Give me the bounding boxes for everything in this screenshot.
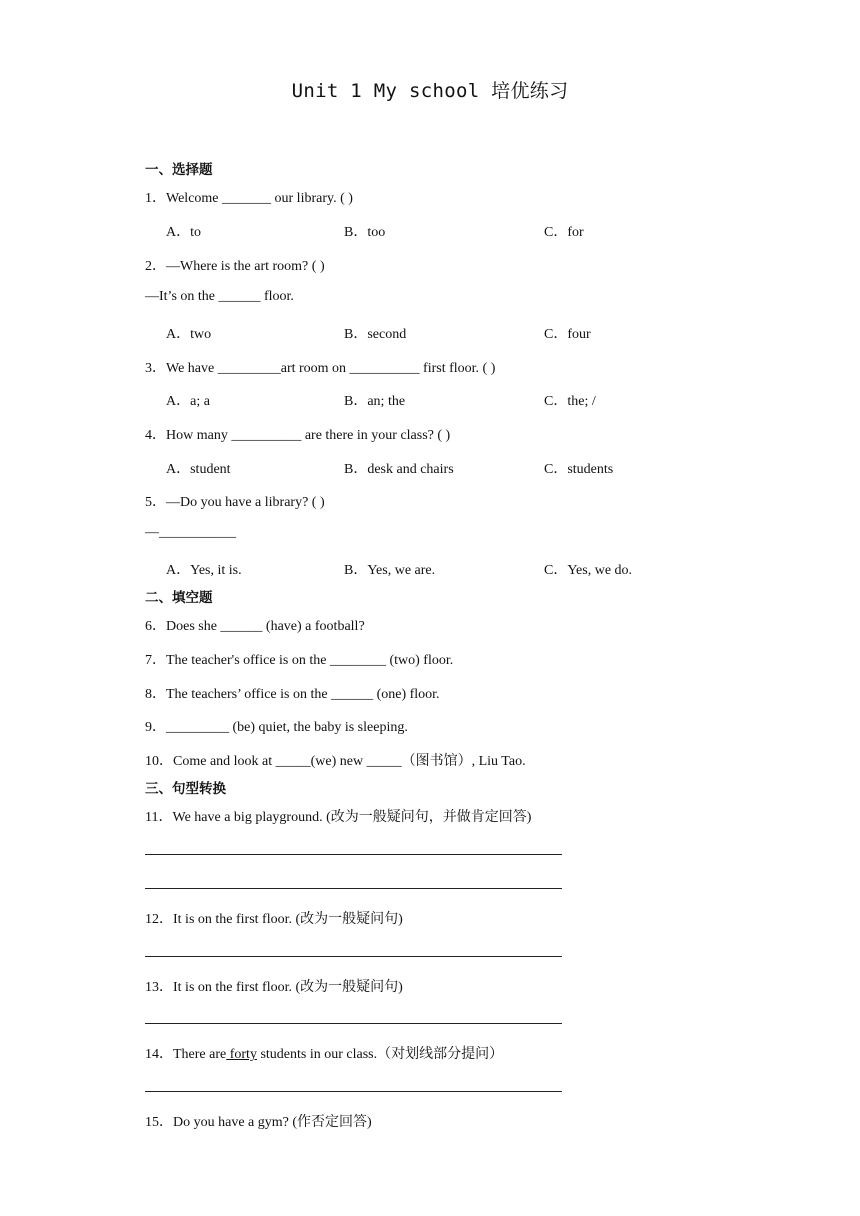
q2-option-c: C．four bbox=[544, 327, 591, 342]
question-2-answer-line: —It’s on the ______ floor. bbox=[145, 289, 294, 304]
q5-option-c: C．Yes, we do. bbox=[544, 563, 633, 578]
q3-option-c: C．the; / bbox=[544, 394, 596, 409]
question-14-prefix: 14．There are bbox=[145, 1047, 227, 1062]
question-1: 1．Welcome _______ our library. ( ) bbox=[145, 191, 353, 206]
answer-line bbox=[145, 854, 562, 855]
question-7: 7．The teacher's office is on the ________ (two) floor. bbox=[145, 653, 454, 668]
q3-option-a: A．a; a bbox=[166, 394, 210, 409]
page-title: Unit 1 My school 培优练习 bbox=[291, 80, 569, 102]
question-12: 12．It is on the first floor. (改为一般疑问句) bbox=[145, 912, 403, 927]
q3-option-b: B．an; the bbox=[344, 394, 406, 409]
question-8: 8．The teachers’ office is on the ______ (one) floor. bbox=[145, 687, 440, 702]
question-5-answer-line: —___________ bbox=[145, 525, 236, 540]
question-10: 10．Come and look at _____(we) new _____（图书馆）, Liu Tao. bbox=[145, 754, 526, 769]
question-14 bbox=[145, 1043, 503, 1063]
q1-option-b: B．too bbox=[344, 225, 386, 240]
q4-option-b: B．desk and chairs bbox=[344, 462, 454, 477]
q2-option-b: B．second bbox=[344, 327, 407, 342]
section-heading-fill-in: 二、填空题 bbox=[145, 590, 213, 606]
answer-line bbox=[145, 888, 562, 889]
q5-option-a: A．Yes, it is. bbox=[166, 563, 242, 578]
question-14-suffix: students in our class.（对划线部分提问） bbox=[256, 1047, 504, 1062]
question-4: 4．How many __________ are there in your class? ( ) bbox=[145, 428, 451, 443]
answer-line bbox=[145, 956, 562, 957]
q2-option-a: A．two bbox=[166, 327, 212, 342]
section-heading-sentence-transform: 三、句型转换 bbox=[145, 781, 226, 797]
answer-line bbox=[145, 1091, 562, 1092]
question-6: 6．Does she ______ (have) a football? bbox=[145, 619, 365, 634]
question-15: 15．Do you have a gym? (作否定回答) bbox=[145, 1115, 372, 1130]
question-14-underlined-word: forty bbox=[226, 1047, 257, 1062]
question-2: 2．—Where is the art room? ( ) bbox=[145, 259, 325, 274]
q4-option-a: A．student bbox=[166, 462, 231, 477]
question-5: 5．—Do you have a library? ( ) bbox=[145, 495, 325, 510]
section-heading-multiple-choice: 一、选择题 bbox=[145, 162, 213, 178]
q1-option-c: C．for bbox=[544, 225, 584, 240]
question-3: 3．We have _________art room on __________ first floor. ( ) bbox=[145, 361, 496, 376]
question-9: 9．_________ (be) quiet, the baby is sleeping. bbox=[145, 720, 408, 735]
answer-line bbox=[145, 1023, 562, 1024]
q1-option-a: A．to bbox=[166, 225, 201, 240]
q5-option-b: B．Yes, we are. bbox=[344, 563, 436, 578]
q4-option-c: C．students bbox=[544, 462, 614, 477]
question-11: 11．We have a big playground. (改为一般疑问句，并做肯定回答) bbox=[145, 810, 532, 825]
question-13: 13．It is on the first floor. (改为一般疑问句) bbox=[145, 980, 403, 995]
